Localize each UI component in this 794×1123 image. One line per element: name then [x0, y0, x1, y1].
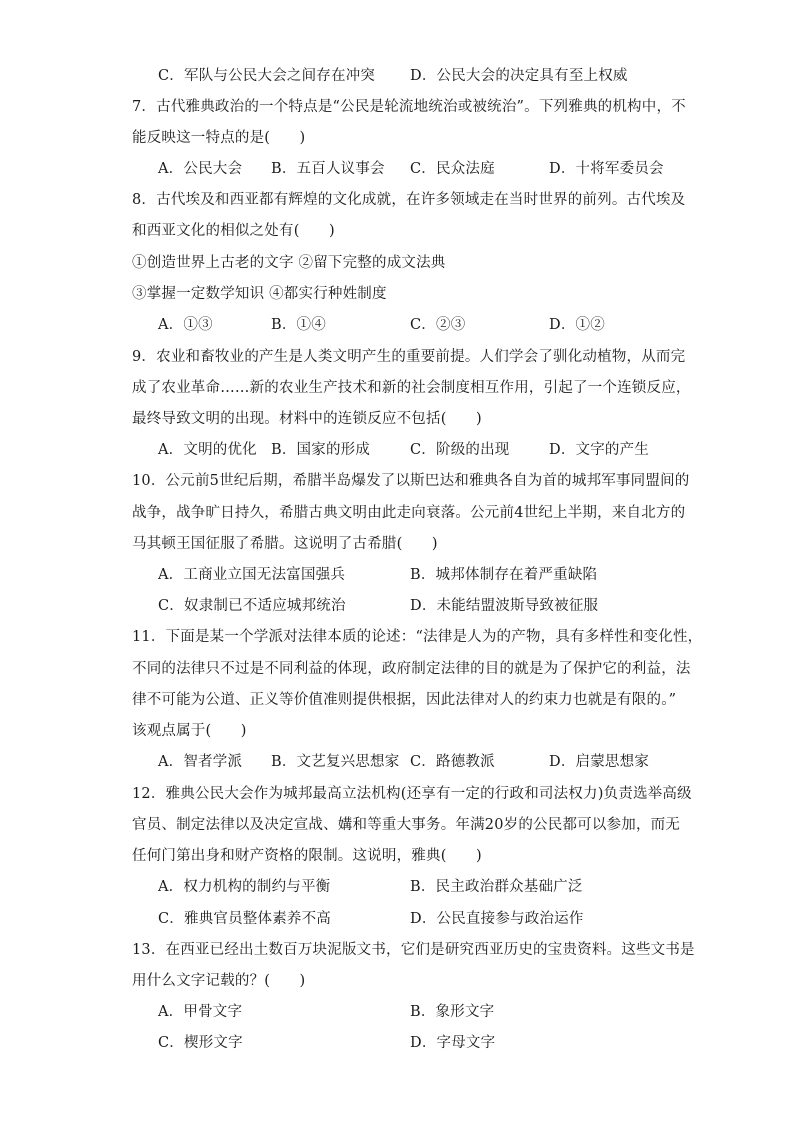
q8-option-d: D．①②	[549, 317, 605, 333]
q13-option-b: B．象形文字	[410, 1004, 495, 1020]
q7-option-a: A．公民大会	[158, 161, 243, 177]
q9-stem-line3: 最终导致文明的出现。材料中的连锁反应不包括( )	[132, 411, 482, 427]
q13-option-c: C．楔形文字	[158, 1035, 243, 1051]
q9-option-c: C．阶级的出现	[410, 442, 510, 458]
q11-option-c: C．路德教派	[410, 754, 495, 770]
q11-option-b: B．文艺复兴思想家	[271, 754, 400, 770]
q12-stem-line3: 任何门第出身和财产资格的限制。这说明，雅典( )	[132, 848, 482, 864]
q12-option-c: C．雅典官员整体素养不高	[158, 911, 331, 927]
q7-option-d: D．十将军委员会	[549, 161, 664, 177]
q10-option-c: C．奴隶制已不适应城邦统治	[158, 598, 346, 614]
q9-option-a: A．文明的优化	[158, 442, 257, 458]
q7-stem-line2: 能反映这一特点的是( )	[132, 130, 306, 146]
q6-option-c: C．军队与公民大会之间存在冲突	[158, 68, 376, 84]
q12-option-a: A．权力机构的制约与平衡	[158, 879, 331, 895]
q10-option-a: A．工商业立国无法富国强兵	[158, 567, 346, 583]
q7-stem-line1: 7．古代雅典政治的一个特点是“公民是轮流地统治或被统治”。下列雅典的机构中，不	[132, 99, 686, 115]
q8-stem-line1: 8．古代埃及和西亚都有辉煌的文化成就，在许多领域走在当时世界的前列。古代埃及	[132, 192, 686, 208]
q10-option-b: B．城邦体制存在着严重缺陷	[410, 567, 598, 583]
q8-stem-line3: ①创造世界上古老的文字 ②留下完整的成文法典	[132, 255, 446, 271]
q11-stem-line1: 11．下面是某一个学派对法律本质的论述：“法律是人为的产物，具有多样性和变化性，	[132, 629, 703, 645]
q7-option-c: C．民众法庭	[410, 161, 495, 177]
q10-stem-line2: 战争，战争旷日持久，希腊古典文明由此走向衰落。公元前4世纪上半期，来自北方的	[132, 505, 686, 521]
q10-stem-line3: 马其顿王国征服了希腊。这说明了古希腊( )	[132, 536, 438, 552]
q10-stem-line1: 10．公元前5世纪后期，希腊半岛爆发了以斯巴达和雅典各自为首的城邦军事同盟间的	[132, 473, 690, 489]
q7-option-b: B．五百人议事会	[271, 161, 385, 177]
q8-option-a: A．①③	[158, 317, 213, 333]
q12-stem-line1: 12．雅典公民大会作为城邦最高立法机构(还享有一定的行政和司法权力)负责选举高级	[132, 786, 692, 802]
q9-stem-line2: 成了农业革命……新的农业生产技术和新的社会制度相互作用，引起了一个连锁反应，	[132, 380, 691, 396]
q8-option-c: C．②③	[410, 317, 466, 333]
q11-stem-line3: 律不可能为公道、正义等价值准则提供根据，因此法律对人的约束力也就是有限的。”	[132, 692, 677, 708]
q9-option-d: D．文字的产生	[549, 442, 650, 458]
q12-option-d: D．公民直接参与政治运作	[410, 911, 584, 927]
q6-option-d: D．公民大会的决定具有至上权威	[410, 68, 628, 84]
q13-stem-line1: 13．在西亚已经出土数百万块泥版文书，它们是研究西亚历史的宝贵资料。这些文书是	[132, 942, 695, 958]
q8-stem-line4: ③掌握一定数学知识 ④都实行种姓制度	[132, 286, 387, 302]
q10-option-d: D．未能结盟波斯导致被征服	[410, 598, 599, 614]
q11-option-a: A．智者学派	[158, 754, 243, 770]
q12-option-b: B．民主政治群众基础广泛	[410, 879, 583, 895]
q9-stem-line1: 9．农业和畜牧业的产生是人类文明产生的重要前提。人们学会了驯化动植物，从而完	[132, 349, 686, 365]
q9-option-b: B．国家的形成	[271, 442, 371, 458]
q12-stem-line2: 官员、制定法律以及决定宣战、媾和等重大事务。年满20岁的公民都可以参加，而无	[132, 817, 681, 833]
q11-stem-line2: 不同的法律只不过是不同利益的体现，政府制定法律的目的就是为了保护它的利益，法	[132, 661, 691, 677]
q13-stem-line2: 用什么文字记载的？( )	[132, 973, 306, 989]
q8-option-b: B．①④	[271, 317, 326, 333]
q13-option-a: A．甲骨文字	[158, 1004, 243, 1020]
q11-option-d: D．启蒙思想家	[549, 754, 650, 770]
q13-option-d: D．字母文字	[410, 1035, 496, 1051]
q11-stem-line4: 该观点属于( )	[132, 723, 247, 739]
q8-stem-line2: 和西亚文化的相似之处有( )	[132, 223, 335, 239]
